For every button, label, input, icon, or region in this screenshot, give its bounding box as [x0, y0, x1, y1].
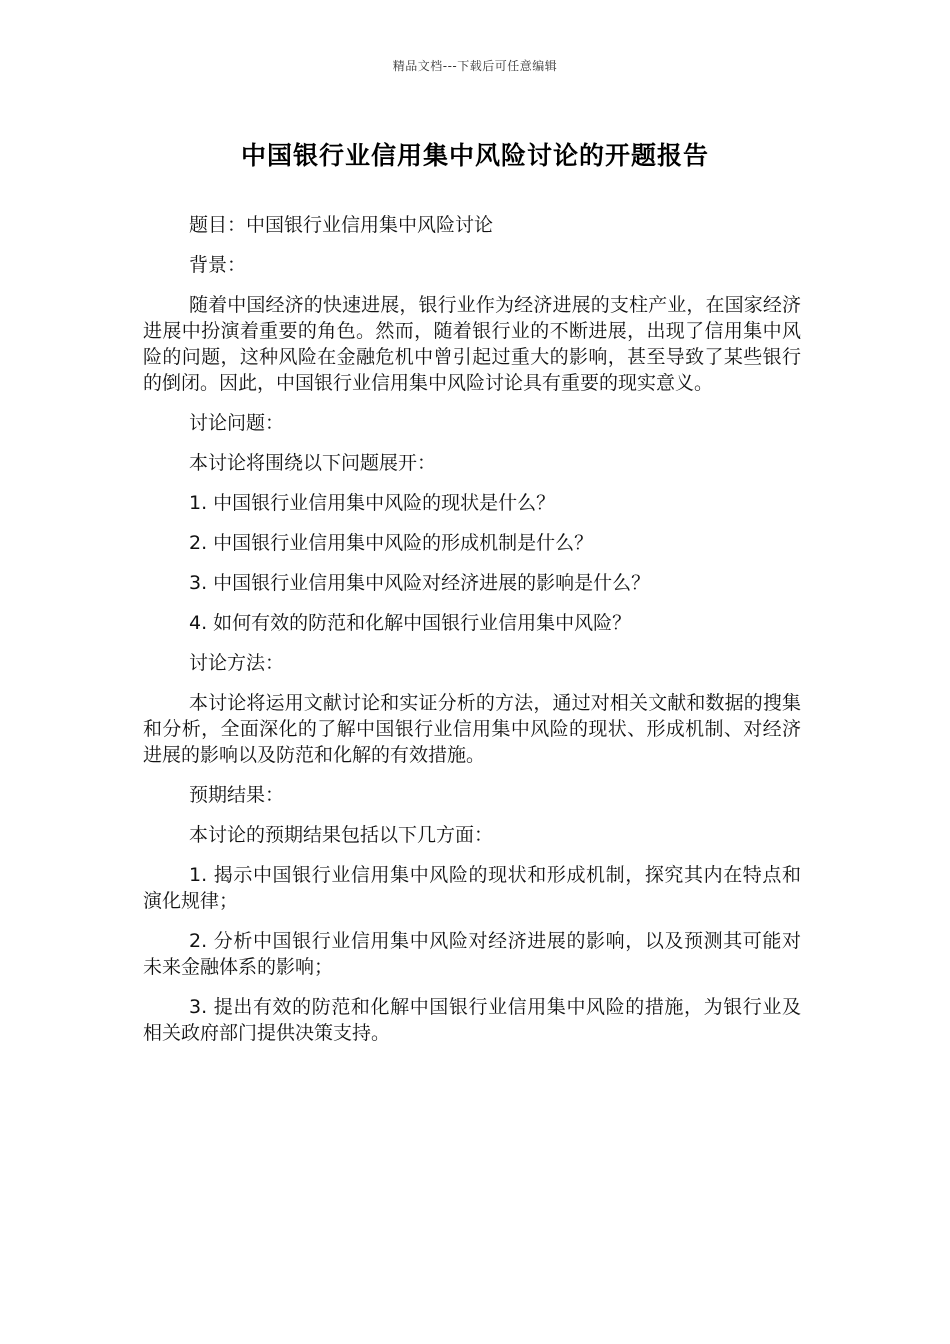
- page-header-note: 精品文档---下载后可任意编辑: [392, 59, 558, 73]
- question-item-3: 3. 中国银行业信用集中风险对经济进展的影响是什么？: [189, 572, 651, 594]
- section-heading-questions: 讨论问题：: [189, 412, 285, 434]
- section-heading-background: 背景：: [189, 254, 247, 276]
- methods-paragraph: 本讨论将运用文献讨论和实证分析的方法，通过对相关文献和数据的搜集和分析，全面深化的了解中国银行业信用集中风险的现状、形成机制、对经济进展的影响以及防范和化解的有效措施。: [143, 692, 801, 766]
- document-body: [143, 212, 801, 1060]
- results-intro: 本讨论的预期结果包括以下几方面：: [189, 824, 494, 846]
- result-item-3: 3. 提出有效的防范和化解中国银行业信用集中风险的措施，为银行业及相关政府部门提供决策支持。: [143, 996, 801, 1044]
- question-item-2: 2. 中国银行业信用集中风险的形成机制是什么？: [189, 532, 594, 554]
- document-title: 中国银行业信用集中风险讨论的开题报告: [240, 141, 709, 170]
- question-item-4: 4. 如何有效的防范和化解中国银行业信用集中风险？: [189, 612, 632, 634]
- section-heading-results: 预期结果：: [189, 784, 285, 806]
- result-item-1: 1. 揭示中国银行业信用集中风险的现状和形成机制，探究其内在特点和演化规律；: [143, 864, 801, 912]
- question-item-1: 1. 中国银行业信用集中风险的现状是什么？: [189, 492, 556, 514]
- topic-line: 题目：中国银行业信用集中风险讨论: [189, 214, 494, 236]
- section-heading-methods: 讨论方法：: [189, 652, 285, 674]
- background-paragraph: 随着中国经济的快速进展，银行业作为经济进展的支柱产业，在国家经济进展中扮演着重要的角色。然而，随着银行业的不断进展，出现了信用集中风险的问题，这种风险在金融危机中曾引起过重大的影响，甚至导致了某些银行的倒闭。因此，中国银行业信用集中风险讨论具有重要的现实意义。: [143, 294, 801, 394]
- result-item-2: 2. 分析中国银行业信用集中风险对经济进展的影响，以及预测其可能对未来金融体系的影响；: [143, 930, 801, 978]
- questions-intro: 本讨论将围绕以下问题展开：: [189, 452, 437, 474]
